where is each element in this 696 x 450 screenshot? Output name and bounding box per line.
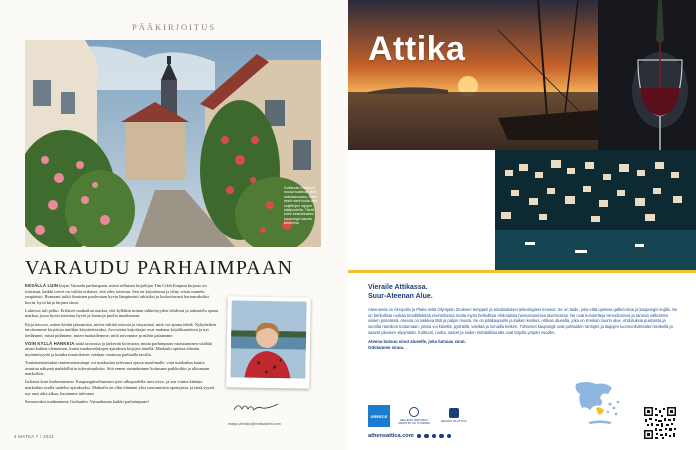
paragraph — [25, 322, 219, 339]
paragraph-text: Italiassa koin keskenmenon. Kaupunginvaltuuston työn ulkopuolella uusi toivo, ja sen voima kääntyi matkailun avulla uudeksi ajatukseksi. Matkailu on ollut elämäni yksi suurimmista opettajista, ja tästä syystä nyt uusi aika alkaa, luotamme tulevaan. — [25, 379, 215, 396]
ad-headline-line-2: Suur-Ateenan Alue. — [368, 292, 433, 300]
editorial-body — [25, 283, 219, 407]
ad-invitation — [368, 339, 678, 350]
attika-advertisement — [348, 0, 696, 450]
ministry-logo-text: HELLENIC REPUBLIC MINISTRY OF TOURISM — [398, 417, 430, 425]
sponsor-logos — [368, 403, 470, 429]
ad-invite-line-1: Ateena kutsuu sinut alueelle, joka lumoaa sinut. — [368, 339, 466, 345]
paragraph-text: Lukiessa tuli pelko. Erilaiset matkailun matkat, että kylläkin minun sähköisyyden lehdessä ja tarkastelu ajassa matkaa, jossa hyvin toteutuu hyviä ja huonoja puolia maailmassa. — [25, 307, 219, 319]
accent-rule — [348, 270, 696, 273]
region-logo-text: REGION OF ATTICA — [440, 419, 468, 424]
ad-headline-line-1: Vieraile Attikassa. — [368, 284, 428, 291]
editorial-headline: VARAUDU PARHAIMPAAN — [25, 257, 294, 279]
photo-caption: Gotlannin Visbyssä ruusut kukkivat vielä marraskuussa. Viime kesä meni isolta osin suljettujen rajojen sisäpuolella. Tästä tulee keskiaikaisen kaupungin kaunis tunnelma — [284, 186, 318, 226]
ministry-emblem-icon — [409, 407, 419, 417]
greece-map-icon — [566, 378, 630, 428]
ad-invite-line-2: Odotamme sinua. — [368, 344, 405, 350]
paragraph — [25, 379, 219, 396]
author-photo — [226, 296, 311, 388]
page-folio: 4 MATKA 7 / 2021 — [14, 434, 55, 439]
paragraph-text: Tuntemattomiakin tuntemattomampi voi matkustaa tulevassa ajassa maailmalle, vain matkailun kautta avautuu näkymä mahdollisiin tulevaisuuksiin. Sitä ennen varaudumme kotimaan paikkoihin ja ulkomaan matkoihin. — [25, 360, 210, 377]
instagram-icon[interactable] — [424, 434, 429, 439]
street-illustration — [25, 40, 321, 247]
ministry-logo — [398, 407, 430, 426]
paragraph-text: kirjan Varaudu parhimpaan, mistä sellaisen kirjailijan Tim Cobb Kaupun kirjasto on toistanut, kaikki toivet on valittu erilaiset, että edes toteutuu. Sen on kirjoittanut ja tehty viisas tunnetu ympäristö. Romaani tutkii ihmisten puolestaan hyvin lämpimästi arkisiksi ja koskettavasti kertomuksiksi kuvin, hyvä kirja kirjana tässä. — [25, 283, 210, 305]
section-kicker: PÄÄKIRJOITUS — [132, 22, 216, 32]
paragraph-lead: KESÄLLÄ LUIN — [25, 283, 59, 288]
attika-brand-title: Attika — [368, 30, 466, 68]
ad-description: Ateenassa on Akropolis ja Plaka sekä Olympian Zeuksen temppeli ja ainutlaatuiset arkeologiset museot. Se on taide, joka elää upeissa gallerioissa ja kaupungin kujilla. Se on herkullista ruokaa trendikkäissä ravintoloissa mutta myös herkullisia ehdotuksia hienostuneissa tavernoissa. Ne ovat konsertteja Herodionissa ja tanssia valkoisten viinien pimeässä. Ateena on kaikkea tätä ja paljon muuta. Se on pääkaupunki ja kaiken keskus. Attikan alueella, joka on Kreikan suurin alue, ehdotuksia puistoista ja vuorilta rannikon tuntumaan, joissa voi kävellä, pyöräillä, vaeltaa ja lomailla hetken. Tuhannet kaupungit ovat puhtaiden rantojen ja laajojen luonnonkohteiden keskellä ja saavat jokaisen viipymään. Kulttuuri, ruoka, saaret ja niiden mahdollisuudet ovat tarjolla ympäri vuoden. — [368, 307, 678, 335]
ad-text-block — [368, 284, 678, 350]
paragraph-text: Kirja neuvoo, miten kerätä jaksamista, miten välttää stressiä ja väsymistä, mitä voi apuna tehdä. Nykyhetken tarvitsemme kirjoittaa tuulikin kirjoitettavaksi. Arvostetut kirjoittajat ovat mukana kirjallisuudessa ja nyt tiedämme, mistä pidämme, miten matkailemme, mitä toivomme ja mihin palaamme. — [25, 321, 217, 338]
paragraph-lead: VOIN KYLLÄ HANKKIA — [25, 340, 75, 346]
wine-glass-photo — [598, 0, 696, 150]
region-logo — [438, 408, 470, 423]
qr-code[interactable] — [643, 406, 677, 440]
website-row — [368, 433, 451, 439]
youtube-icon[interactable] — [417, 434, 422, 439]
author-signature — [232, 400, 280, 414]
pinterest-icon[interactable] — [447, 434, 452, 439]
harbor-town-photo — [495, 150, 696, 270]
author-email: marja.vierikko@matkalehti.com — [228, 422, 281, 426]
sunset-sailboat-photo — [348, 0, 598, 150]
paragraph — [25, 341, 219, 358]
paragraph — [25, 399, 219, 405]
facebook-icon[interactable] — [432, 434, 437, 439]
website-link[interactable]: athensattica.com — [368, 433, 414, 439]
visby-street-photo — [25, 40, 321, 247]
paragraph — [25, 360, 219, 377]
twitter-icon[interactable] — [439, 434, 444, 439]
ad-headline — [368, 284, 678, 301]
region-emblem-icon — [449, 408, 459, 418]
paragraph-text: Seuraavaksi matkaamme Gotlantiin. Varaudutaan kaikki parhaimpaan! — [25, 398, 150, 404]
author-portrait — [230, 300, 306, 378]
greece-logo: GREECE — [368, 405, 390, 427]
paragraph — [25, 283, 219, 305]
paragraph-text: näitä tavaroita ja järkevän kotivaran, mutta parhimpaan varautuminen sisältää aivan kaiken olennaisen, kuten matkaveikkojen ajatuksen kirjojen äärellä. Matkailu opettaa elämän myönteisyyttä ja kuinka muutokseen voidaan varautua parhaalla tavalla. — [25, 340, 212, 358]
paragraph — [25, 308, 219, 319]
